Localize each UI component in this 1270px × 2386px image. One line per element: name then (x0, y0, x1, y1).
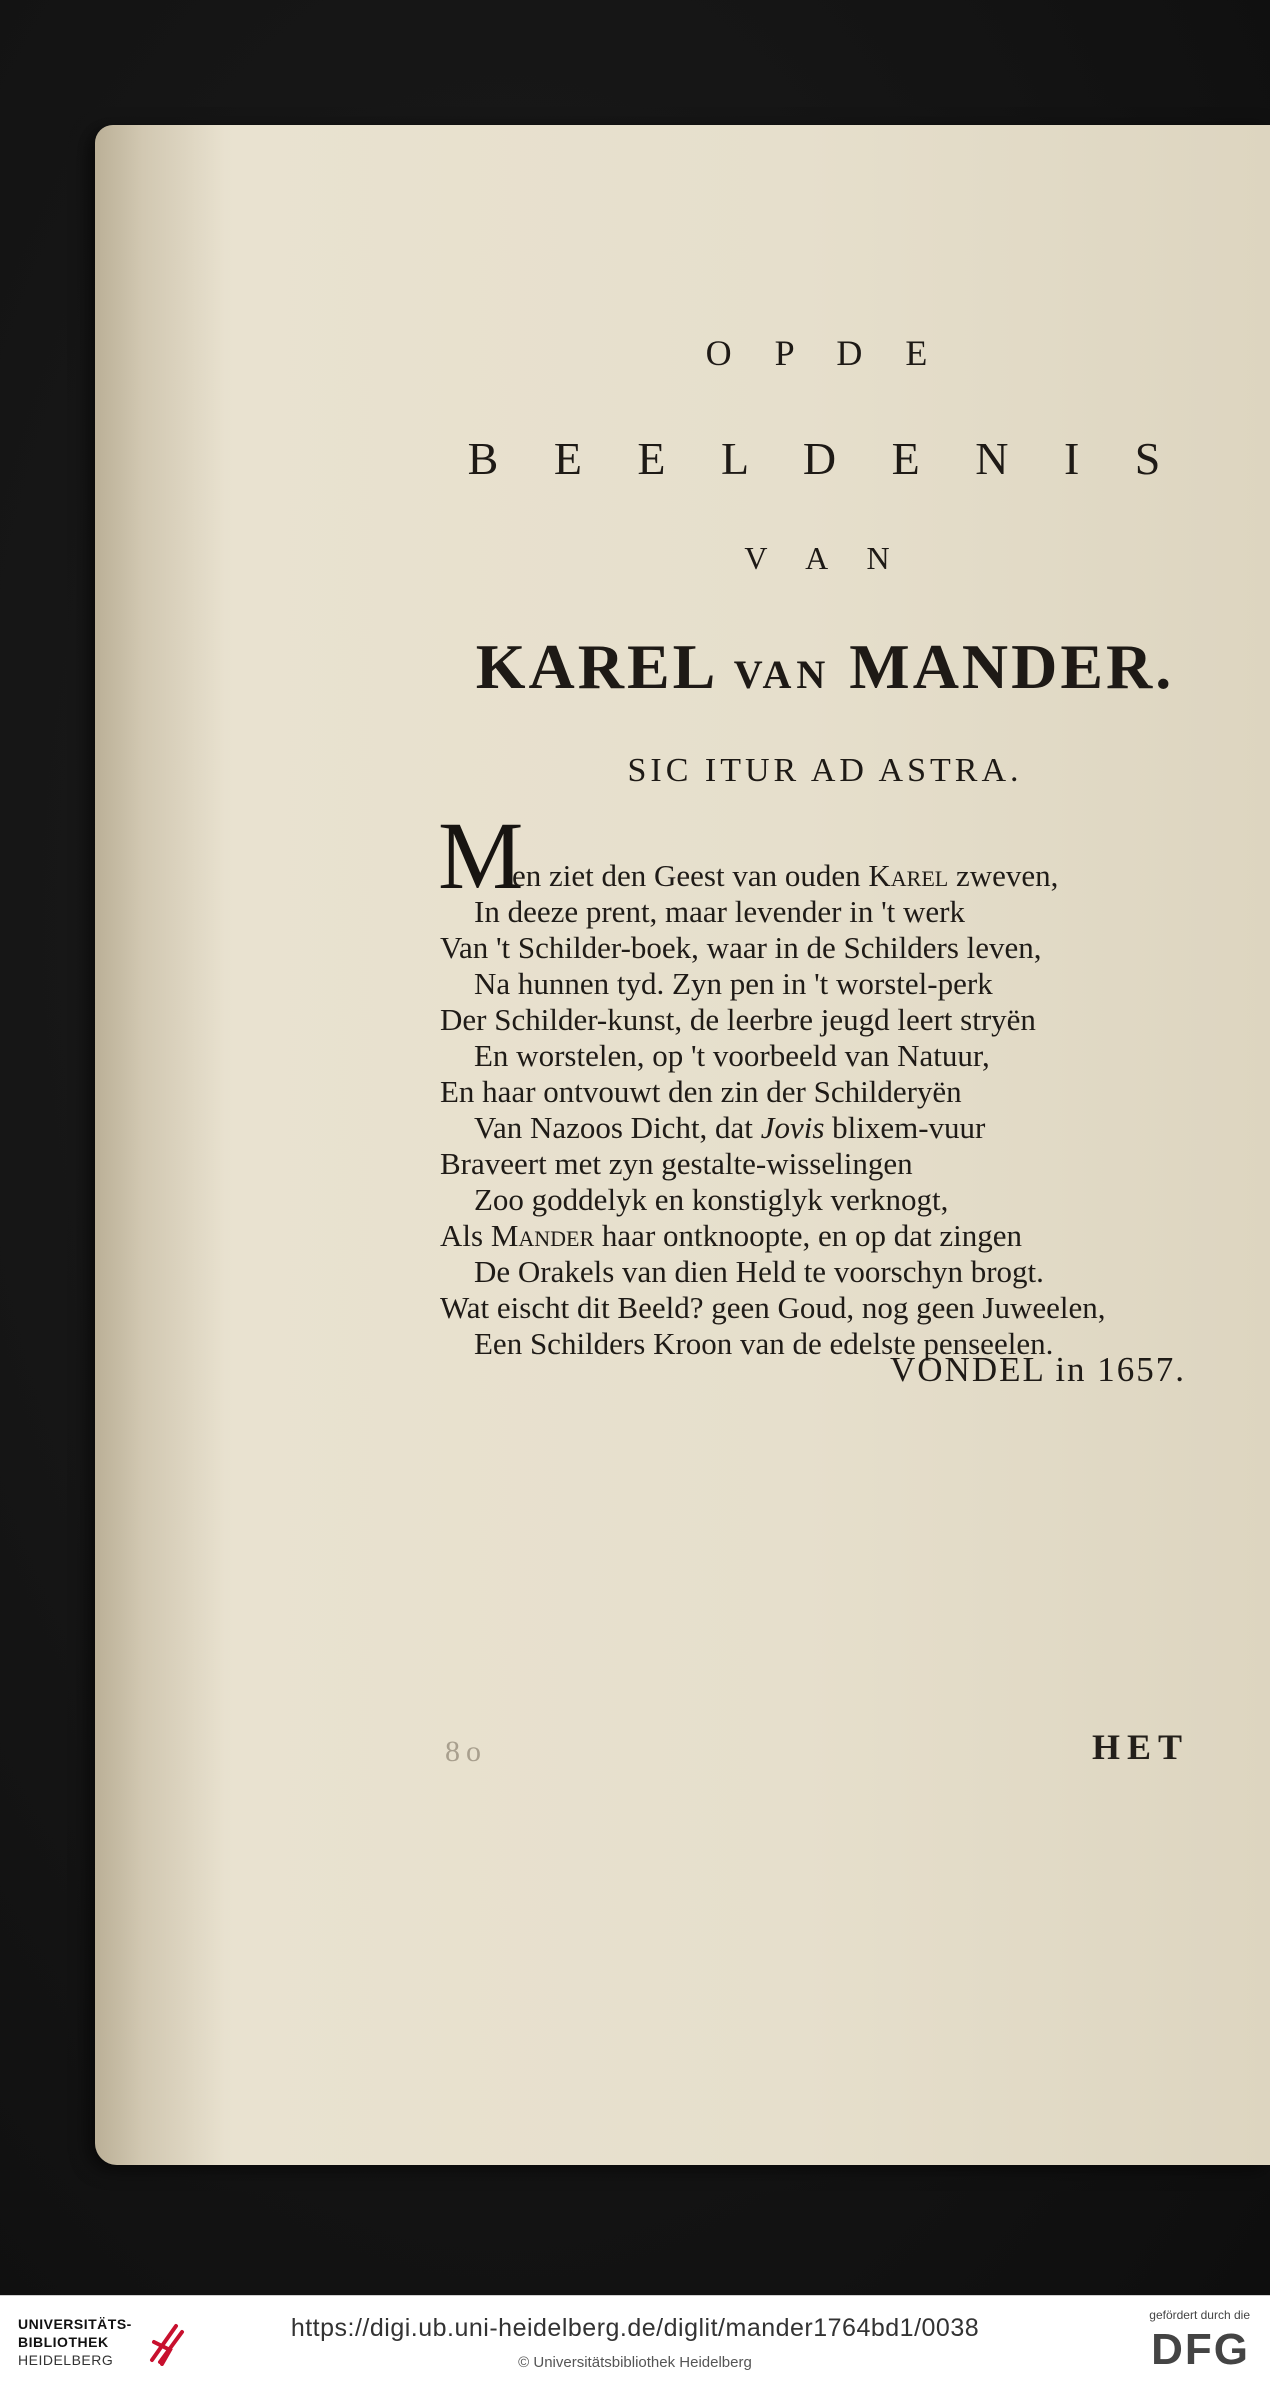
poem-line-1-end: zweven, (948, 858, 1059, 893)
poem-name-karel: Karel (868, 858, 949, 893)
poem-line-11-text: Als (440, 1218, 491, 1253)
poem-name-jovis: Jovis (760, 1110, 825, 1145)
poem-line-8 (474, 1110, 985, 1146)
title-name-part3: MANDER. (849, 631, 1175, 702)
poem-line-4: Na hunnen tyd. Zyn pen in 't worstel-perk (474, 966, 993, 1001)
copyright-notice: © Universitätsbibliothek Heidelberg (518, 2354, 752, 2371)
poem-line-11 (440, 1218, 1022, 1254)
logo-text-line-1: UNIVERSITÄTS- (18, 2316, 132, 2332)
permalink-url[interactable]: https://digi.ub.uni-heidelberg.de/diglit/mander1764bd1/0038 (290, 2314, 980, 2342)
logo-text-line-3: HEIDELBERG (18, 2352, 114, 2368)
title-name-part2: VAN (733, 652, 831, 697)
heading-beeldenis: B E E L D E N I S (467, 433, 1183, 484)
poem-line-5: Der Schilder-kunst, de leerbre jeugd leert stryën (440, 1002, 1036, 1037)
logo-text-line-2: BIBLIOTHEK (18, 2334, 109, 2350)
poem-line-1 (512, 858, 1058, 894)
title-name-part1: KAREL (475, 631, 715, 702)
folio-mark: 8o (445, 1735, 487, 1768)
heading-op-de: O P D E (705, 333, 945, 373)
drop-cap: M (438, 802, 524, 909)
poem-line-6: En worstelen, op 't voorbeeld van Natuur, (474, 1038, 990, 1073)
poem-line-14: Een Schilders Kroon van de edelste penseelen. (474, 1326, 1054, 1361)
motto: SIC ITUR AD ASTRA. (627, 752, 1023, 789)
poem-line-7: En haar ontvouwt den zin der Schilderyën (440, 1074, 962, 1109)
title-name (430, 630, 1220, 704)
poem-name-mander: Mander (490, 1218, 595, 1253)
dfg-logo[interactable]: DFG (1151, 2325, 1250, 2374)
viewer-footer (0, 2295, 1270, 2386)
poem-line-10: Zoo goddelyk en konstiglyk verknogt, (474, 1182, 949, 1217)
poem-line-13: Wat eischt dit Beeld? geen Goud, nog geen Juweelen, (440, 1290, 1106, 1325)
poem-line-8-end: blixem-vuur (824, 1110, 986, 1145)
poem-line-8-text: Van Nazoos Dicht, dat (474, 1110, 761, 1145)
heading-van: V A N (744, 540, 906, 576)
poem-line-12: De Orakels van dien Held te voorschyn brogt. (474, 1254, 1044, 1289)
dfg-funding-label: gefördert durch die (1149, 2308, 1250, 2322)
poem-line-11-end: haar ontknoopte, en op dat zingen (594, 1218, 1023, 1253)
poem-line-3: Van 't Schilder-boek, waar in de Schilders leven, (440, 930, 1042, 965)
catchword: HET (1092, 1727, 1190, 1767)
poem-line-2: In deeze prent, maar levender in 't werk (474, 894, 966, 929)
poem-line-9: Braveert met zyn gestalte-wisselingen (440, 1146, 913, 1181)
poem-line-1-text: en ziet den Geest van ouden (512, 858, 869, 893)
signature-vondel: VONDEL in 1657. (890, 1350, 1187, 1389)
